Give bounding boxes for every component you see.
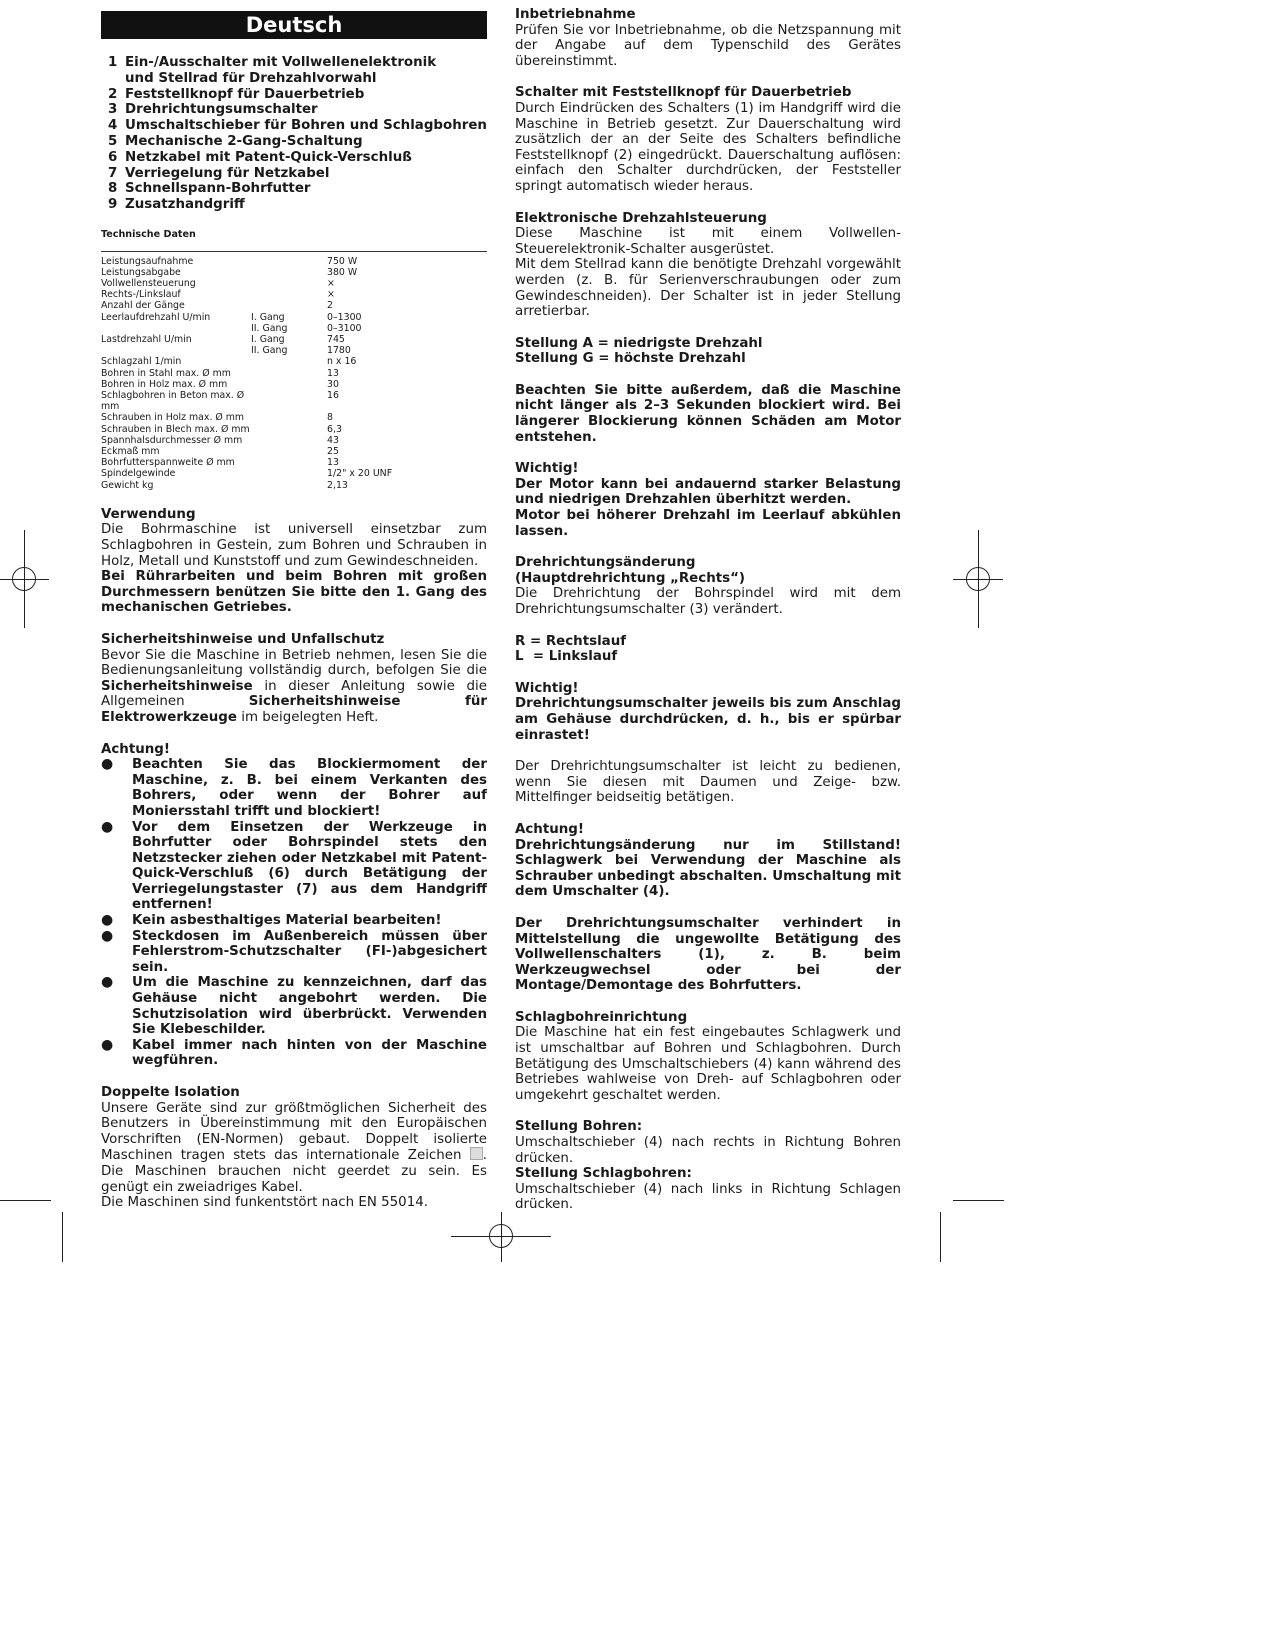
section-title-inbetrieb: Inbetriebnahme xyxy=(515,7,636,22)
table-cell: Anzahl der Gänge xyxy=(101,300,185,312)
table-cell: Spindelgewinde xyxy=(101,468,176,480)
crop-mark xyxy=(940,1212,941,1262)
list-item: 7 Verriegelung für Netzkabel xyxy=(108,165,330,181)
table-cell: Bohrfutterspannweite Ø mm xyxy=(101,457,235,469)
paragraph: Die Maschinen sind funkentstört nach EN 55014. xyxy=(101,1195,428,1211)
paragraph: Prüfen Sie vor Inbetriebnahme, ob die Netzspannung mit der Angabe auf dem Typenschild des Gerätes übereinstimmt. xyxy=(515,22,901,69)
list-item: 9 Zusatzhandgriff xyxy=(108,197,245,213)
table-cell: Leistungsabgabe xyxy=(101,266,181,278)
crop-mark xyxy=(0,1200,51,1201)
table-cell: 0–3100 xyxy=(327,322,362,334)
paragraph-bold: Motor bei höherer Drehzahl im Leerlauf abkühlen lassen. xyxy=(515,508,901,539)
bullet-icon: ● xyxy=(101,927,114,944)
table-row xyxy=(101,468,487,479)
table-row xyxy=(101,457,487,468)
paragraph: Die Bohrmaschine ist universell einsetzbar zum Schlagbohren in Gestein, zum Bohren und Schrauben in Holz, Metall und Kunststoff und zum Gewindeschneiden. xyxy=(101,522,487,569)
bullet-icon: ● xyxy=(101,1036,114,1053)
warning-list xyxy=(101,757,487,1069)
list-item: 2 Feststellknopf für Dauerbetrieb xyxy=(108,86,365,102)
table-cell: II. Gang xyxy=(251,345,288,357)
paragraph: Umschaltschieber (4) nach rechts in Richtung Bohren drücken. xyxy=(515,1135,901,1166)
table-cell: 1/2" x 20 UNF xyxy=(327,468,393,480)
direction-line: R = Rechtslauf xyxy=(515,633,627,649)
bullet-icon: ● xyxy=(101,912,114,929)
section-title-achtung: Achtung! xyxy=(101,741,170,757)
paragraph: Die Maschine hat ein fest eingebautes Schlagwerk und ist umschaltbar auf Bohren und Schlagbohren. Durch Betätigung des Umschaltschiebers (4) kann während des Betriebes wahlweise von Dreh- auf Schlagbohren oder umgekehrt geschaltet werden. xyxy=(515,1025,901,1103)
left-column xyxy=(101,0,487,1211)
crop-mark xyxy=(953,1200,1004,1201)
table-row xyxy=(101,446,487,457)
section-title-verwendung: Verwendung xyxy=(101,506,196,522)
tech-data-table xyxy=(101,256,487,491)
section-title-sicherheit: Sicherheitshinweise und Unfallschutz xyxy=(101,631,385,647)
paragraph: Diese Maschine ist mit einem Vollwellen-Steuerelektronik-Schalter ausgerüstet. xyxy=(515,226,901,257)
divider xyxy=(101,251,487,252)
list-item: ● Vor dem Einsetzen der Werkzeuge in Bohrfutter oder Bohrspindel stets den Netzstecker ziehen oder Netzkabel mit Patent-Quick-Verschluß (6) durch Betätigung der Verriegelungstaster (7) aus dem Handgriff entfernen! xyxy=(101,818,487,913)
table-row xyxy=(101,300,487,311)
table-cell xyxy=(251,457,327,468)
table-row xyxy=(101,267,487,278)
paragraph: Der Drehrichtungsumschalter ist leicht zu bedienen, wenn Sie diesen mit Daumen und Zeige- bzw. Mittelfinger beidseitig betätigen. xyxy=(515,759,901,806)
table-row xyxy=(101,312,487,323)
parts-list xyxy=(101,55,487,213)
section-title-wichtig: Wichtig! xyxy=(515,461,579,477)
table-cell: 43 xyxy=(327,434,339,446)
crop-mark xyxy=(62,1212,63,1262)
table-cell: Eckmaß mm xyxy=(101,446,160,458)
table-row xyxy=(101,480,487,491)
table-cell xyxy=(251,480,327,491)
table-row xyxy=(101,412,487,423)
tech-data-title: Technische Daten xyxy=(101,228,196,240)
right-column xyxy=(515,7,901,1213)
table-row xyxy=(101,356,487,367)
paragraph: Mit dem Stellrad kann die benötigte Drehzahl vorgewählt werden (z. B. für Serienverschraubungen oder zum Gewindeschneiden). Der Schalter ist in jeder Stellung arretierbar. xyxy=(515,257,901,320)
list-item: 8 Schnellspann-Bohrfutter xyxy=(108,181,311,197)
table-cell: Spannhalsdurchmesser Ø mm xyxy=(101,434,243,446)
section-title-schlag: Schlagbohreinrichtung xyxy=(515,1009,688,1025)
table-row xyxy=(101,323,487,334)
table-cell: 750 W xyxy=(327,255,358,267)
table-row xyxy=(101,435,487,446)
table-cell: Vollwellensteuerung xyxy=(101,277,196,289)
table-cell: 2,13 xyxy=(327,479,348,491)
list-item: ● Beachten Sie das Blockiermoment der Maschine, z. B. bei einem Verkanten des Bohrers, oder wenn der Bohrer auf Moniersstahl trifft und blockiert! xyxy=(101,756,487,819)
table-cell xyxy=(251,468,327,479)
paragraph-bold: Beachten Sie bitte außerdem, daß die Maschine nicht länger als 2–3 Sekunden blockiert wird. Bei längerer Blockierung können Schäden am Motor entstehen. xyxy=(515,382,901,445)
table-cell xyxy=(251,368,327,379)
table-cell xyxy=(251,300,327,311)
table-cell: 2 xyxy=(327,300,333,312)
list-item: 6 Netzkabel mit Patent-Quick-Verschluß xyxy=(108,149,412,165)
paragraph-bold: Drehrichtungsumschalter jeweils bis zum Anschlag am Gehäuse durchdrücken, d. h., bis er spürbar einrastet! xyxy=(515,696,901,743)
table-cell xyxy=(251,267,327,278)
setting-line: Stellung G = höchste Drehzahl xyxy=(515,351,746,367)
setting-title: Stellung Schlagbohren: xyxy=(515,1166,692,1182)
paragraph: Unsere Geräte sind zur größtmöglichen Sicherheit des Benutzers in Übereinstimmung mit den Europäischen Vorschriften (EN-Normen) gebaut. Doppelt isolierte Maschinen tragen stets das internationale Zeichen . Die Maschinen brauchen nicht geerdet zu sein. Es genügt ein zweiadriges Kabel. xyxy=(101,1100,487,1195)
table-cell: Bohren in Holz max. Ø mm xyxy=(101,378,228,390)
list-item: ● Steckdosen im Außenbereich müssen über Fehlerstrom-Schutzschalter (FI-)abgesichert sein. xyxy=(101,927,487,975)
setting-title: Stellung Bohren: xyxy=(515,1119,643,1135)
table-cell xyxy=(251,278,327,289)
table-row xyxy=(101,390,487,412)
table-row xyxy=(101,278,487,289)
registration-mark-icon xyxy=(12,567,36,591)
table-row xyxy=(101,368,487,379)
table-cell: Schlagbohren in Beton max. Ø mm xyxy=(101,390,245,413)
table-cell: 8 xyxy=(327,412,333,424)
table-cell: 0–1300 xyxy=(327,311,362,323)
paragraph-bold: Der Drehrichtungsumschalter verhindert in Mittelstellung die ungewollte Betätigung des Vollwellenschalters (1), z. B. beim Werkzeugwechsel oder bei der Montage/Demontage des Bohrfutters. xyxy=(515,915,901,994)
table-cell: 1780 xyxy=(327,345,351,357)
paragraph: Bevor Sie die Maschine in Betrieb nehmen, lesen Sie die Bedienungsanleitung vollständig durch, befolgen Sie die Sicherheitshinweise in dieser Anleitung sowie die Allgemeinen Sicherheitshinweise für Elektrowerkzeuge im beigelegten Heft. xyxy=(101,647,487,725)
section-title-achtung: Achtung! xyxy=(515,821,584,837)
section-title-schalter: Schalter mit Feststellknopf für Dauerbetrieb xyxy=(515,85,852,101)
table-cell: × xyxy=(327,289,335,301)
section-title-elektronik: Elektronische Drehzahlsteuerung xyxy=(515,210,767,226)
registration-mark-icon xyxy=(489,1224,513,1248)
bullet-icon: ● xyxy=(101,818,114,835)
table-cell: Gewicht kg xyxy=(101,479,154,491)
table-cell: 13 xyxy=(327,367,339,379)
table-cell xyxy=(101,345,251,356)
double-insulation-icon xyxy=(470,1147,483,1160)
table-cell: II. Gang xyxy=(251,322,288,334)
table-cell xyxy=(251,424,327,435)
table-cell xyxy=(101,323,251,334)
setting-line: Stellung A = niedrigste Drehzahl xyxy=(515,335,763,351)
section-subtitle: (Hauptdrehrichtung „Rechts“) xyxy=(515,570,746,586)
paragraph: Die Drehrichtung der Bohrspindel wird mit dem Drehrichtungsumschalter (3) verändert. xyxy=(515,586,901,617)
table-cell: 30 xyxy=(327,378,339,390)
table-row xyxy=(101,379,487,390)
table-cell xyxy=(251,435,327,446)
list-item: 4 Umschaltschieber für Bohren und Schlagbohren xyxy=(108,118,487,134)
table-cell: 380 W xyxy=(327,266,358,278)
list-item: ● Kabel immer nach hinten von der Maschine wegführen. xyxy=(101,1036,487,1069)
paragraph-bold: Bei Rührarbeiten und beim Bohren mit großen Durchmessern benützen Sie bitte den 1. Gang des mechanischen Getriebes. xyxy=(101,569,487,616)
table-cell xyxy=(251,356,327,367)
table-cell: × xyxy=(327,277,335,289)
registration-mark-icon xyxy=(966,567,990,591)
table-row xyxy=(101,289,487,300)
table-cell: Lastdrehzahl U/min xyxy=(101,333,192,345)
list-item: ● Kein asbesthaltiges Material bearbeiten! xyxy=(101,912,442,929)
table-cell: Schrauben in Holz max. Ø mm xyxy=(101,412,245,424)
table-row xyxy=(101,334,487,345)
table-cell xyxy=(251,412,327,423)
table-row xyxy=(101,424,487,435)
list-item: 1 Ein-/Ausschalter mit Vollwellenelektronik und Stellrad für Drehzahlvorwahl xyxy=(108,55,437,86)
section-title-isolation: Doppelte Isolation xyxy=(101,1085,240,1101)
table-row xyxy=(101,345,487,356)
table-cell xyxy=(251,446,327,457)
table-cell: I. Gang xyxy=(251,333,285,345)
section-title-wichtig: Wichtig! xyxy=(515,680,579,696)
table-cell: Schrauben in Blech max. Ø mm xyxy=(101,423,250,435)
section-title-drehrichtung: Drehrichtungsänderung xyxy=(515,555,696,571)
table-cell xyxy=(251,256,327,267)
paragraph-bold: Drehrichtungsänderung nur im Stillstand! Schlagwerk bei Verwendung der Maschine als Schrauber unbedingt abschalten. Umschaltung mit dem Umschalter (4). xyxy=(515,837,901,900)
language-header: Deutsch xyxy=(101,11,487,39)
table-cell: Schlagzahl 1/min xyxy=(101,356,182,368)
table-cell: Bohren in Stahl max. Ø mm xyxy=(101,367,231,379)
paragraph: Durch Eindrücken des Schalters (1) im Handgriff wird die Maschine in Betrieb gesetzt. Zur Dauerschaltung wird zusätzlich der an der Seite des Schalters befindliche Feststellknopf (2) eingedrückt. Dauerschaltung auflösen: einfach den Schalter durchdrücken, der Feststeller springt automatisch wieder heraus. xyxy=(515,100,901,194)
table-cell: I. Gang xyxy=(251,311,285,323)
bullet-icon: ● xyxy=(101,756,114,773)
table-cell: 16 xyxy=(327,390,339,401)
table-cell: 13 xyxy=(327,457,339,469)
paragraph-bold: Der Motor kann bei andauernd starker Belastung und niedrigen Drehzahlen überhitzt werden. xyxy=(515,476,901,508)
table-cell xyxy=(251,390,327,412)
table-cell: 6,3 xyxy=(327,423,342,435)
table-cell: n x 16 xyxy=(327,356,357,368)
table-cell xyxy=(251,379,327,390)
bullet-icon: ● xyxy=(101,974,114,991)
direction-line: L = Linkslauf xyxy=(515,649,618,665)
table-cell: Rechts-/Linkslauf xyxy=(101,289,181,301)
table-cell xyxy=(251,289,327,300)
paragraph: Umschaltschieber (4) nach links in Richtung Schlagen drücken. xyxy=(515,1181,901,1213)
table-cell: 25 xyxy=(327,446,339,458)
list-item: 3 Drehrichtungsumschalter xyxy=(108,102,318,118)
table-cell: Leerlaufdrehzahl U/min xyxy=(101,311,211,323)
table-cell: Leistungsaufnahme xyxy=(101,255,194,267)
list-item: ● Um die Maschine zu kennzeichnen, darf das Gehäuse nicht angebohrt werden. Die Schutzisolation wird überbrückt. Verwenden Sie Klebeschilder. xyxy=(101,974,487,1038)
table-row xyxy=(101,256,487,267)
table-cell: 745 xyxy=(327,333,345,345)
list-item: 5 Mechanische 2-Gang-Schaltung xyxy=(108,133,363,149)
